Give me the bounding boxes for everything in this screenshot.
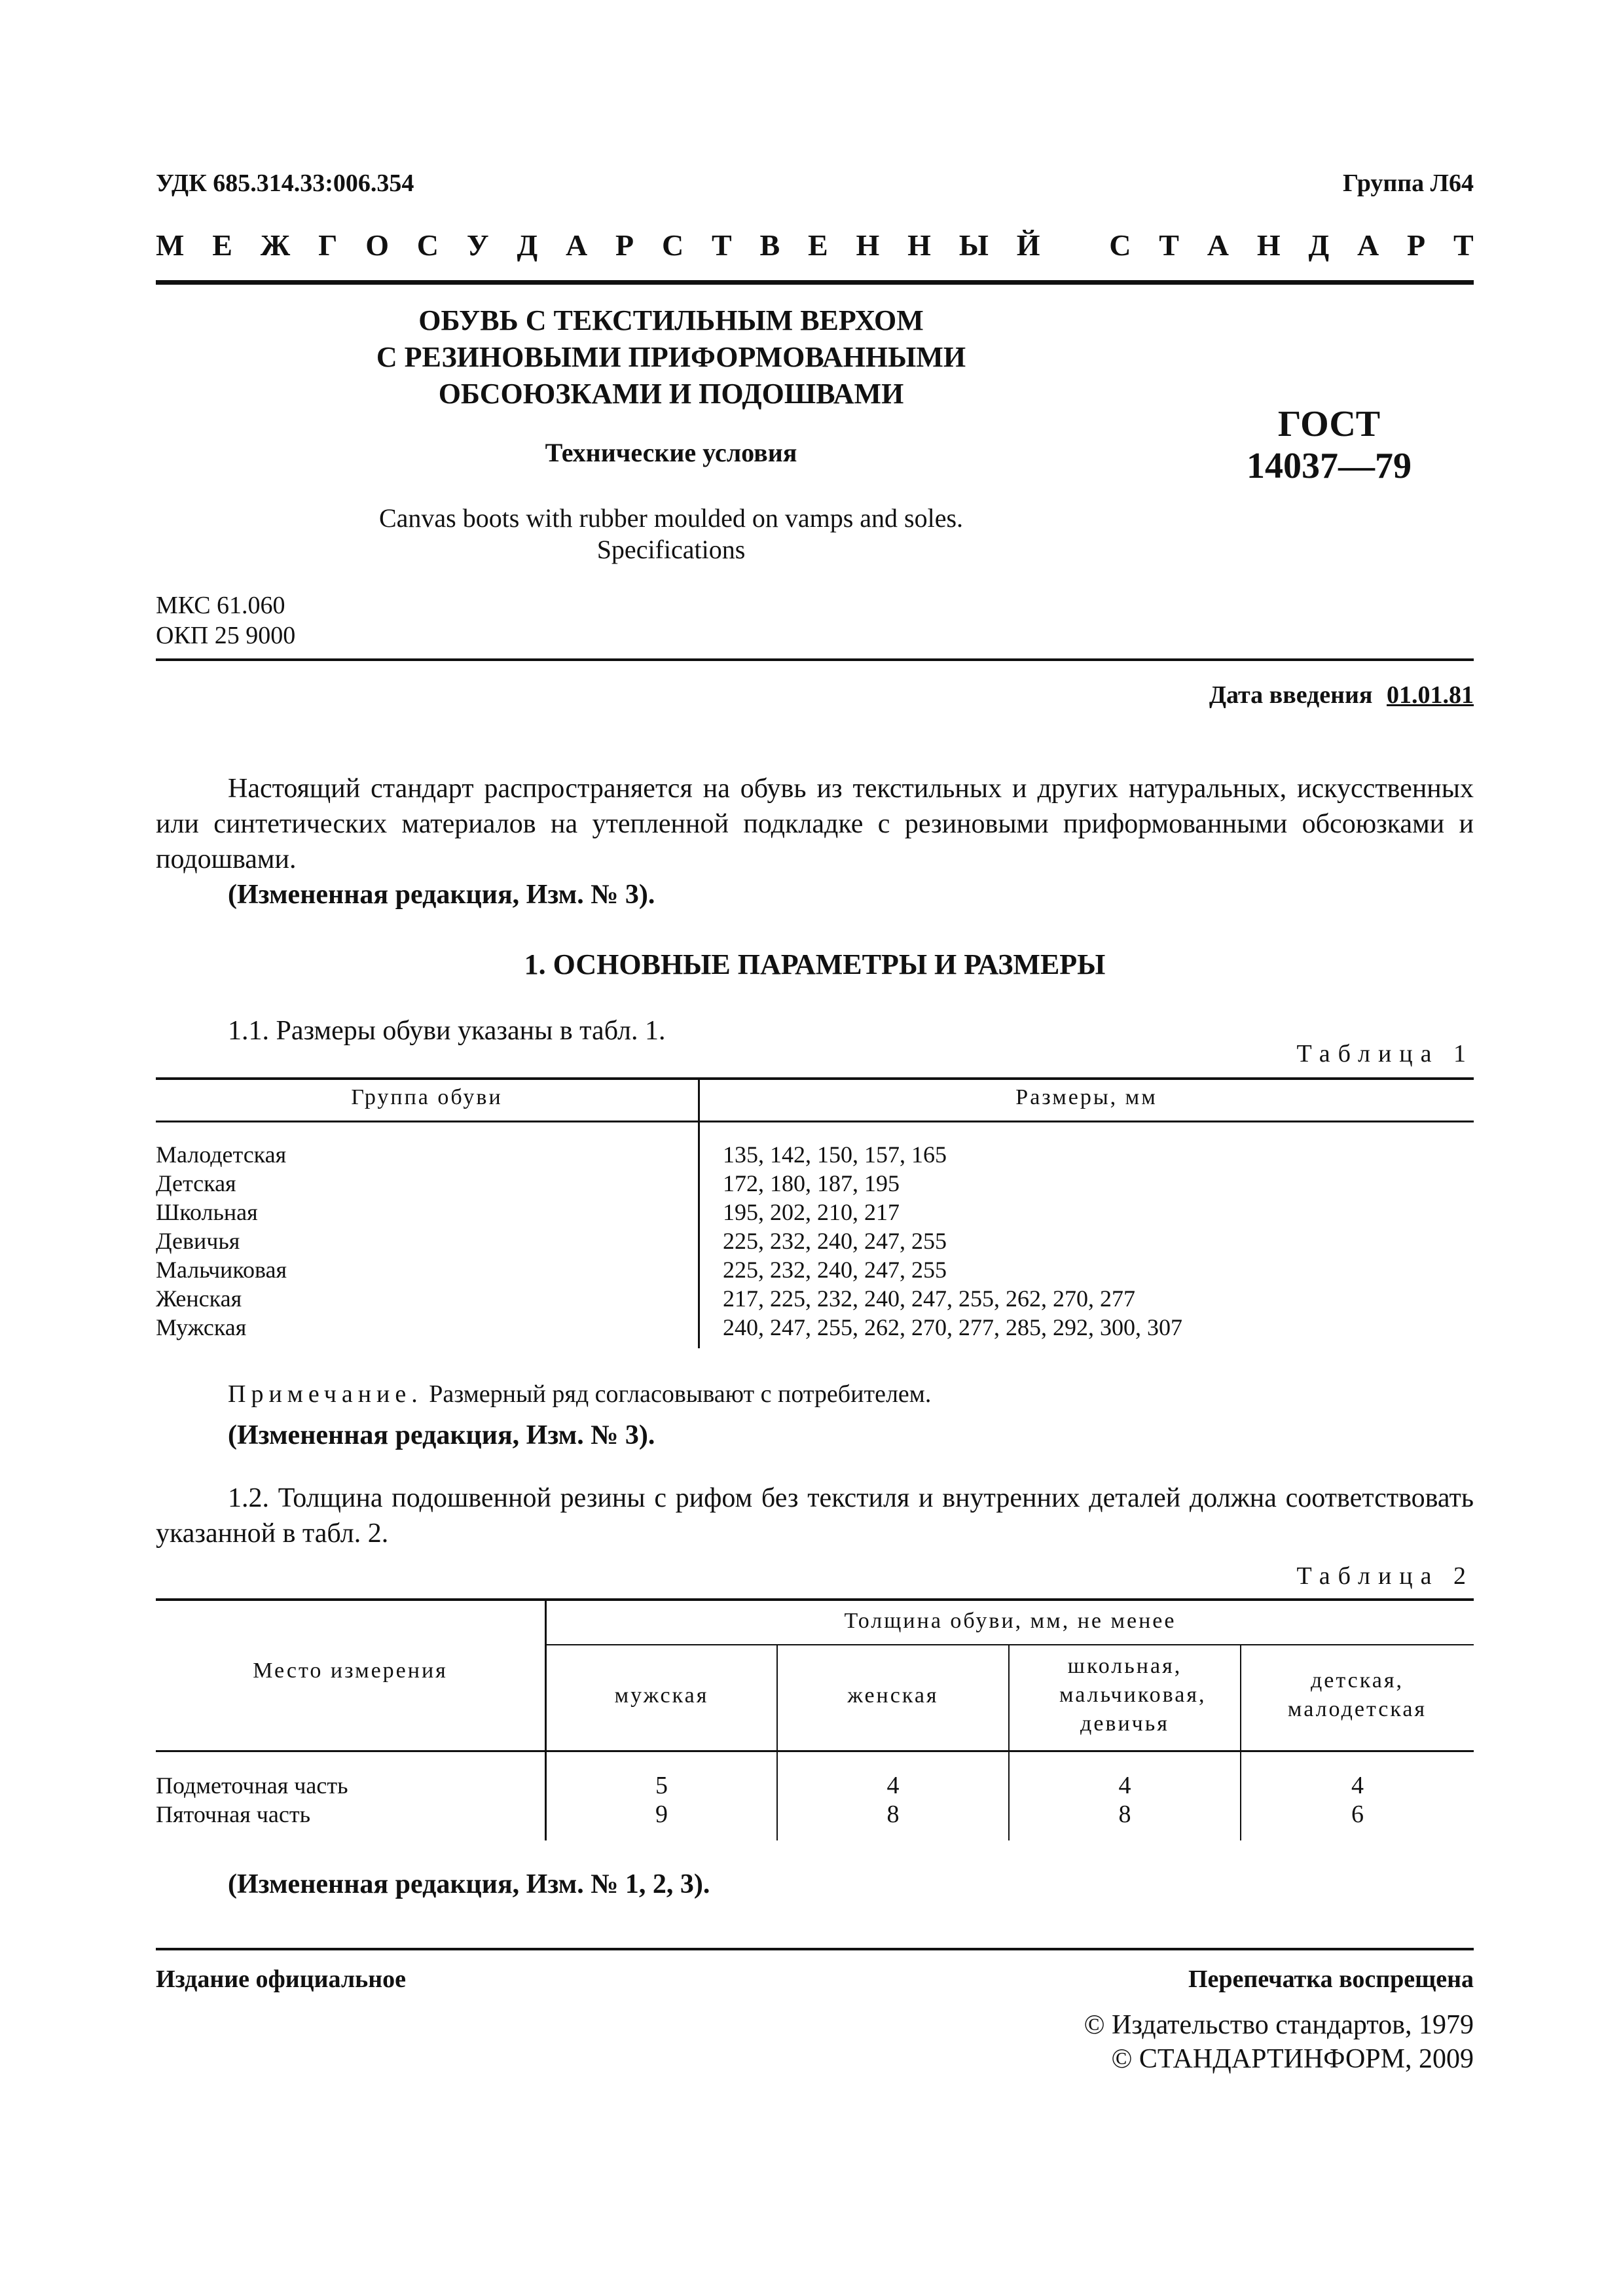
table-1-group-cell: Детская <box>156 1170 236 1196</box>
group-code: Группа Л64 <box>1342 170 1474 197</box>
title-line-3: ОБСОЮЗКАМИ И ПОДОШВАМИ <box>438 378 904 410</box>
heading-letter: Г <box>318 228 338 262</box>
heading-letter: Т <box>1453 228 1474 262</box>
heading-letter: Р <box>615 228 634 262</box>
table-2-label: Таблица 2 <box>1296 1562 1474 1590</box>
table-2-subheader-child: детская, малодетская <box>1287 1668 1427 1721</box>
table-2-subheader-men: мужская <box>614 1683 709 1708</box>
paragraph-1-2: 1.2. Толщина подошвенной резины с рифом без текстиля и внутренних деталей должна соответствовать указанной в табл. 2. <box>156 1483 1474 1549</box>
heading-letter: У <box>466 228 489 262</box>
english-title <box>288 503 1054 565</box>
standard-type-heading <box>156 228 1474 262</box>
gost-code: 14037—79 <box>1247 446 1412 486</box>
table-1-group-cell: Школьная <box>156 1199 258 1225</box>
table-1-group-cell: Мужская <box>156 1314 247 1340</box>
title-line-2: С РЕЗИНОВЫМИ ПРИФОРМОВАННЫМИ <box>376 341 966 373</box>
table-1-group-cell: Девичья <box>156 1228 240 1254</box>
heading-letter <box>1068 228 1081 262</box>
copyright-2009: © СТАНДАРТИНФОРМ, 2009 <box>1111 2044 1474 2074</box>
table-2 <box>156 1598 1474 1840</box>
heading-letter: Д <box>1308 228 1330 262</box>
heading-letter: Ы <box>958 228 989 262</box>
table-1-sizes-cell: 225, 232, 240, 247, 255 <box>723 1228 947 1254</box>
copyright-block <box>1084 2008 1474 2076</box>
table-1-sizes-cell: 172, 180, 187, 195 <box>723 1170 900 1196</box>
title-block <box>288 302 1054 412</box>
table-1-sizes-cell: 195, 202, 210, 217 <box>723 1199 900 1225</box>
heading-letter: А <box>1207 228 1230 262</box>
table-1-amendment: (Измененная редакция, Изм. № 3). <box>228 1420 655 1450</box>
table-2-cell: 6 <box>1351 1801 1364 1828</box>
table-1-header-sizes <box>699 1085 1474 1110</box>
header-rule <box>156 280 1474 285</box>
heading-letter: Н <box>907 228 931 262</box>
heading-letter: А <box>565 228 588 262</box>
mks-code: МКС 61.060 <box>156 592 285 619</box>
english-title-line-2: Specifications <box>596 535 746 564</box>
table-2-top-rule <box>156 1598 1474 1601</box>
table-1-sizes-column <box>723 1140 1469 1342</box>
heading-letter: О <box>365 228 389 262</box>
table-1-groups-column <box>156 1140 693 1342</box>
table-1-sizes-cell: 240, 247, 255, 262, 270, 277, 285, 292, 300, 307 <box>723 1314 1182 1340</box>
footer-rule <box>156 1948 1474 1950</box>
section-heading: 1. ОСНОВНЫЕ ПАРАМЕТРЫ И РАЗМЕРЫ <box>524 948 1106 980</box>
heading-letter: С <box>661 228 684 262</box>
table-2-cell: 4 <box>1351 1772 1364 1799</box>
title-line-1: ОБУВЬ С ТЕКСТИЛЬНЫМ ВЕРХОМ <box>418 304 924 336</box>
table-1-group-cell: Малодетская <box>156 1141 287 1168</box>
paragraph-1-1: 1.1. Размеры обуви указаны в табл. 1. <box>228 1016 666 1046</box>
table-2-cell: 8 <box>1118 1801 1131 1828</box>
udk-code: УДК 685.314.33:006.354 <box>156 170 414 197</box>
note-text: Размерный ряд согласовывают с потребителем. <box>422 1380 932 1408</box>
table-1-group-cell: Женская <box>156 1285 242 1312</box>
table-2-group-rule <box>547 1644 1474 1645</box>
reprint-prohibited: Перепечатка воспрещена <box>1188 1965 1474 1993</box>
table-2-subheader-school: школьная, мальчиковая, девичья <box>1059 1654 1207 1736</box>
classification-codes <box>156 590 295 651</box>
heading-letter: Е <box>808 228 828 262</box>
table-1-top-rule <box>156 1077 1474 1080</box>
heading-letter: Д <box>517 228 538 262</box>
english-title-line-1: Canvas boots with rubber moulded on vamps and soles. <box>378 503 964 533</box>
heading-letter: С <box>1109 228 1131 262</box>
table-2-cell: 9 <box>655 1801 668 1828</box>
table-1-header-rule <box>156 1121 1474 1122</box>
table-1-note <box>228 1380 931 1408</box>
note-label: Примечание. <box>228 1380 423 1408</box>
table-1-sizes-cell: 135, 142, 150, 157, 165 <box>723 1141 947 1168</box>
gost-number <box>1198 403 1460 487</box>
heading-letter: Ж <box>260 228 291 262</box>
heading-letter: С <box>416 228 439 262</box>
heading-letter: Н <box>856 228 880 262</box>
okp-code: ОКП 25 9000 <box>156 622 296 649</box>
copyright-1979: © Издательство стандартов, 1979 <box>1084 2010 1474 2040</box>
official-edition: Издание официальное <box>156 1965 407 1993</box>
subtitle: Технические условия <box>545 438 797 467</box>
table-1-label: Таблица 1 <box>1296 1040 1474 1067</box>
heading-letter: Р <box>1407 228 1426 262</box>
table-1-header-cell: Размеры, мм <box>1015 1085 1158 1109</box>
table-1-header-group <box>156 1085 698 1110</box>
table-1-header-cell: Группа обуви <box>351 1085 503 1109</box>
heading-letter: Т <box>1159 228 1179 262</box>
intro-date-value: 01.01.81 <box>1387 681 1474 709</box>
gost-label: ГОСТ <box>1277 404 1381 444</box>
table-2-group-header: Толщина обуви, мм, не менее <box>844 1609 1176 1633</box>
table-2-row-heel-place: Пяточная часть <box>156 1801 311 1827</box>
table-1-column-divider <box>698 1077 700 1348</box>
intro-paragraph: Настоящий стандарт распространяется на обувь из текстильных и других натуральных, искусственных или синтетических материалов на утепленной подкладке с резиновыми приформованными обсоюзками и подошвами. <box>156 774 1474 874</box>
table-2-row-sole-place: Подметочная часть <box>156 1772 348 1799</box>
heading-letter: Н <box>1256 228 1281 262</box>
table-1-sizes-cell: 225, 232, 240, 247, 255 <box>723 1257 947 1283</box>
table-2-header-rule <box>156 1750 1474 1752</box>
heading-letter: А <box>1357 228 1379 262</box>
table-2-cell: 4 <box>1118 1772 1131 1799</box>
table-2-amendment: (Измененная редакция, Изм. № 1, 2, 3). <box>228 1869 710 1899</box>
heading-letter: В <box>759 228 780 262</box>
title-rule <box>156 658 1474 661</box>
table-1 <box>156 1077 1474 1352</box>
table-2-cell: 8 <box>886 1801 900 1828</box>
intro-date-label: Дата введения <box>1209 681 1373 709</box>
table-2-cell: 4 <box>886 1772 900 1799</box>
intro-amendment: (Измененная редакция, Изм. № 3). <box>228 880 655 910</box>
table-2-cell: 5 <box>655 1772 668 1799</box>
heading-letter: Т <box>712 228 732 262</box>
table-2-subheader-women: женская <box>847 1683 939 1708</box>
heading-letter: М <box>156 228 185 262</box>
heading-letter: Й <box>1016 228 1040 262</box>
intro-date <box>1209 681 1474 709</box>
table-1-group-cell: Мальчиковая <box>156 1257 287 1283</box>
table-1-sizes-cell: 217, 225, 232, 240, 247, 255, 262, 270, 277 <box>723 1285 1135 1312</box>
table-2-place-header: Место измерения <box>253 1659 448 1683</box>
heading-letter: Е <box>212 228 232 262</box>
